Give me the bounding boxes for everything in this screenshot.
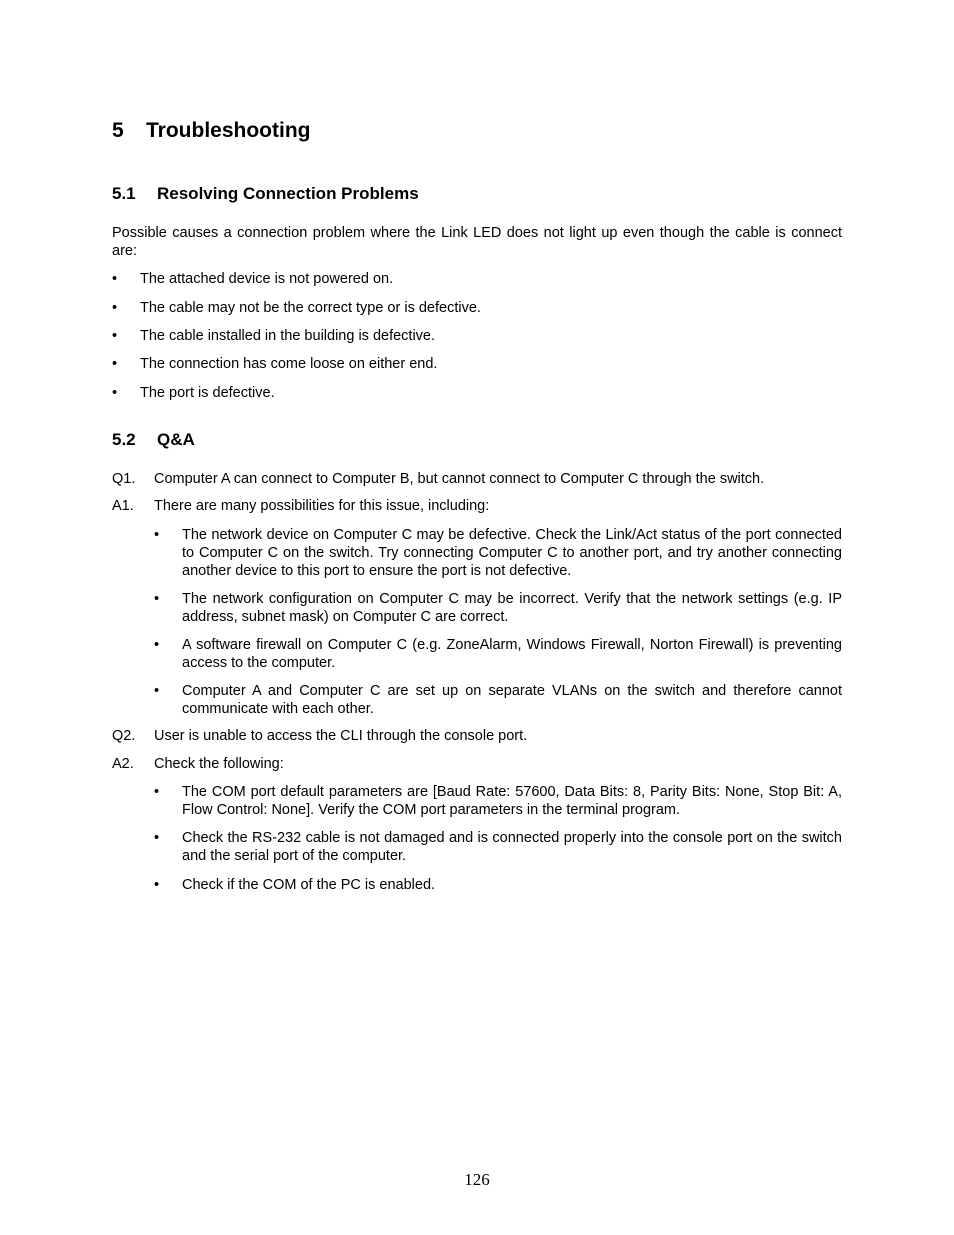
qa-label: Q2. bbox=[112, 728, 136, 744]
list-item-text: The attached device is not powered on. bbox=[140, 271, 394, 287]
list-item-text: A software firewall on Computer C (e.g. ZoneAlarm, Windows Firewall, Norton Firewall) is preventing access to the computer. bbox=[182, 637, 842, 671]
qa-text: There are many possibilities for this issue, including: bbox=[154, 498, 490, 514]
bullet-icon: • bbox=[154, 683, 160, 699]
list-item-text: The cable may not be the correct type or is defective. bbox=[140, 300, 481, 316]
qa-label: A2. bbox=[112, 756, 134, 772]
bullet-icon: • bbox=[154, 527, 160, 543]
bullet-icon: • bbox=[112, 271, 118, 287]
page-number: 126 bbox=[464, 1170, 490, 1189]
section-title: Resolving Connection Problems bbox=[157, 184, 419, 203]
bullet-icon: • bbox=[154, 830, 160, 846]
qa-text: Computer A can connect to Computer B, but cannot connect to Computer C through the switch. bbox=[154, 471, 765, 487]
intro-paragraph: Possible causes a connection problem where the Link LED does not light up even though the cable is connect are: bbox=[112, 225, 842, 259]
section-heading-5-1 bbox=[112, 184, 419, 204]
bullet-icon: • bbox=[154, 877, 160, 893]
qa-label: A1. bbox=[112, 498, 134, 514]
list-item-text: The network device on Computer C may be defective. Check the Link/Act status of the port connected to Computer C on the switch. Try connecting Computer C to another port, and try another connecting another device to this port to ensure the port is not defective. bbox=[182, 527, 842, 579]
qa-label: Q1. bbox=[112, 471, 136, 487]
bullet-icon: • bbox=[112, 300, 118, 316]
list-item-text: Check the RS-232 cable is not damaged and is connected properly into the console port on the switch and the serial port of the computer. bbox=[182, 830, 842, 864]
section-title: Q&A bbox=[157, 430, 195, 449]
list-item-text: The COM port default parameters are [Baud Rate: 57600, Data Bits: 8, Parity Bits: None, Stop Bit: A, Flow Control: None]. Verify the COM port parameters in the terminal program. bbox=[182, 784, 842, 818]
list-item-text: The port is defective. bbox=[140, 385, 275, 401]
section-number: 5.1 bbox=[112, 184, 136, 203]
chapter-number: 5 bbox=[112, 119, 124, 142]
list-item-text: The network configuration on Computer C may be incorrect. Verify that the network settings (e.g. IP address, subnet mask) on Computer C are correct. bbox=[182, 591, 842, 625]
list-item-text: Check if the COM of the PC is enabled. bbox=[182, 877, 436, 893]
qa-text: User is unable to access the CLI through the console port. bbox=[154, 728, 528, 744]
section-number: 5.2 bbox=[112, 430, 136, 449]
list-item-text: The cable installed in the building is defective. bbox=[140, 328, 436, 344]
bullet-icon: • bbox=[154, 784, 160, 800]
chapter-heading bbox=[112, 119, 310, 143]
qa-text: Check the following: bbox=[154, 756, 284, 772]
bullet-icon: • bbox=[112, 328, 118, 344]
list-item-text: Computer A and Computer C are set up on separate VLANs on the switch and therefore cannot communicate with each other. bbox=[182, 683, 842, 717]
section-heading-5-2 bbox=[112, 430, 195, 450]
bullet-icon: • bbox=[112, 356, 118, 372]
bullet-icon: • bbox=[154, 637, 160, 653]
bullet-icon: • bbox=[112, 385, 118, 401]
list-item-text: The connection has come loose on either end. bbox=[140, 356, 438, 372]
chapter-title: Troubleshooting bbox=[146, 119, 311, 142]
bullet-icon: • bbox=[154, 591, 160, 607]
